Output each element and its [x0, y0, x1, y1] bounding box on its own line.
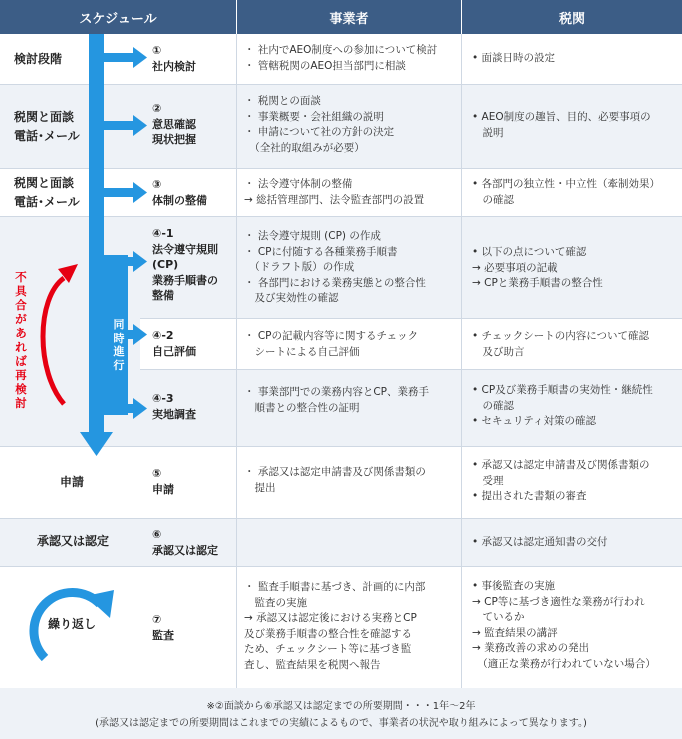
recheck-char: 具 [15, 284, 27, 298]
customs-text-4-3 [472, 383, 653, 430]
step-line: ④-1 [152, 227, 174, 240]
step-line: 体制の整備 [152, 193, 207, 207]
stage-line: 電話･メール [14, 129, 80, 143]
customs-line: 受理 [472, 474, 504, 487]
company-line: ・ 法令遵守規則 (CP) の作成 [244, 230, 381, 242]
customs-line: 及び助言 [472, 345, 525, 358]
company-line: ・ 法令遵守体制の整備 [244, 178, 353, 190]
company-line: ・ 事業部門での業務内容とCP、業務手 [244, 386, 430, 398]
step-line: 承認又は認定 [152, 543, 218, 557]
company-line: ・ 社内でAEO制度への参加について検討 [244, 44, 438, 56]
simultaneous-char: 行 [113, 358, 125, 372]
recheck-char: ば [15, 354, 27, 368]
company-text-5 [244, 465, 426, 496]
company-line: ・ 事業概要・会社組織の説明 [244, 110, 384, 123]
branch-arrow-4-2 [127, 324, 147, 345]
company-line: ・ 申請について社の方針の決定 [244, 126, 395, 138]
stage-label-2 [14, 108, 80, 146]
recheck-char: あ [15, 326, 27, 340]
company-text-7 [244, 580, 425, 673]
customs-line: • 以下の点について確認 [472, 246, 587, 258]
step-7 [152, 612, 174, 643]
simultaneous-char: 同 [113, 318, 125, 331]
customs-line: の確認 [472, 193, 514, 206]
recheck-char: 検 [15, 382, 27, 396]
company-text-4-1 [244, 229, 426, 307]
company-text-1 [244, 43, 437, 74]
company-line: ・ CPに付随する各種業務手順書 [244, 245, 398, 258]
step-line: ③ [152, 178, 162, 191]
footer-note [0, 688, 682, 739]
customs-line: • AEO制度の趣旨、目的、必要事項の [472, 111, 651, 123]
customs-text-7 [472, 579, 656, 672]
company-line: → 総括管理部門、法令監査部門の設置 [244, 193, 425, 206]
customs-text-4-1 [472, 245, 603, 292]
recheck-char: 合 [15, 298, 27, 312]
recheck-char: 不 [15, 270, 27, 284]
header-customs: 税関 [462, 0, 682, 34]
customs-text-2 [472, 110, 651, 141]
branch-arrow-4-3 [127, 398, 147, 419]
branch-arrow-3 [103, 182, 147, 203]
step-line: 法令遵守規則 [152, 242, 218, 256]
step-line: ① [152, 44, 162, 57]
branch-arrow-2 [103, 115, 147, 136]
stage-label-5 [60, 473, 84, 492]
customs-text-6 [472, 535, 608, 551]
simultaneous-label [112, 318, 126, 372]
customs-line: • 提出された書類の審査 [472, 490, 587, 502]
customs-line: • チェックシートの内容について確認 [472, 330, 650, 342]
customs-line: → 業務改善の求めの発出 [472, 642, 590, 654]
customs-line: → CP等に基づき適性な業務が行われ [472, 595, 645, 608]
company-line: （全社的取組みが必要） [244, 141, 365, 154]
step-line: 業務手順書の [152, 273, 218, 287]
company-line: 査し、監査結果を税関へ報告 [244, 658, 381, 671]
step-5 [152, 466, 174, 497]
step-line: ④-3 [152, 392, 174, 405]
repeat-label: 繰り返し [47, 617, 96, 631]
main-flow-arrowhead [80, 432, 113, 456]
main-flow-arrow [89, 34, 104, 434]
company-line: ・ 各部門における業務実態との整合性 [244, 276, 426, 289]
footer-line-2: (承認又は認定までの所要期間はこれまでの実績によるもので、事業者の状況や取り組みによって異なります。) [95, 718, 587, 729]
step-line: ④-2 [152, 329, 174, 342]
customs-text-4-2 [472, 329, 649, 360]
recheck-label [14, 270, 28, 410]
customs-line: （適正な業務が行われていない場合） [472, 657, 656, 670]
step-3 [152, 177, 207, 208]
step-line: ② [152, 102, 162, 115]
step-4-2 [152, 328, 196, 359]
stage-label-6 [37, 532, 109, 551]
customs-line: 説明 [472, 126, 504, 139]
company-line: 及び実効性の確認 [244, 292, 339, 304]
stage-line: 税関と面談 [14, 176, 75, 190]
company-line: ・ 管轄税関のAEO担当部門に相談 [244, 59, 406, 72]
stage-line: 検討段階 [14, 52, 63, 66]
company-line: （ドラフト版）の作成 [244, 261, 355, 273]
company-line: ・ CPの記載内容等に関するチェック [244, 330, 419, 342]
customs-line: → 必要事項の記載 [472, 261, 558, 274]
company-line: → 承認又は認定後における実務とCP [244, 612, 417, 624]
header-company: 事業者 [237, 0, 461, 34]
stage-label-1 [14, 50, 62, 69]
company-line: 及び業務手順書の整合性を確認する [244, 627, 412, 640]
customs-line: → CPと業務手順書の整合性 [472, 277, 603, 289]
recheck-char: が [15, 312, 27, 326]
step-line: 実地調査 [152, 407, 196, 421]
header-schedule: スケジュール [0, 0, 236, 34]
company-line: ・ 監査手順書に基づき、計画的に内部 [244, 581, 426, 593]
company-line: ・ 承認又は認定申請書及び関係書類の [244, 466, 426, 478]
recheck-arrow [43, 278, 64, 404]
customs-line: ているか [472, 611, 525, 623]
step-line: 申請 [152, 482, 174, 496]
step-line: ⑥ [152, 528, 162, 541]
simultaneous-char: 時 [113, 331, 125, 345]
customs-text-3 [472, 177, 660, 208]
recheck-char: 再 [15, 368, 27, 382]
step-line: (CP) [152, 258, 179, 271]
step-line: 現状把握 [152, 133, 196, 146]
company-line: 順書との整合性の証明 [244, 401, 360, 414]
stage-line: 税関と面談 [14, 110, 75, 124]
customs-line: • 事後監査の実施 [472, 580, 556, 592]
customs-line: • 各部門の独立性・中立性（牽制効果） [472, 178, 661, 190]
step-2 [152, 101, 196, 148]
step-line: 意思確認 [152, 117, 196, 131]
stage-line: 承認又は認定 [37, 534, 110, 548]
branch-arrow-4-1 [127, 251, 147, 272]
recheck-char: 討 [15, 396, 27, 410]
company-line: ・ 税関との面談 [244, 95, 321, 107]
company-text-4-3 [244, 385, 429, 416]
stage-line: 電話･メール [14, 195, 80, 209]
step-line: ⑦ [152, 613, 162, 626]
step-1 [152, 43, 196, 74]
step-4-1 [152, 226, 218, 304]
company-line: 監査の実施 [244, 596, 307, 609]
step-6 [152, 527, 218, 558]
company-text-2 [244, 94, 394, 156]
step-line: 自己評価 [152, 344, 196, 358]
step-line: ⑤ [152, 467, 162, 480]
customs-line: • CP及び業務手順書の実効性・継続性 [472, 384, 653, 396]
stage-line: 申請 [60, 475, 85, 489]
customs-line: • 承認又は認定申請書及び関係書類の [472, 459, 650, 471]
step-4-3 [152, 391, 196, 422]
company-text-4-2 [244, 329, 418, 360]
simultaneous-char: 進 [113, 345, 125, 358]
step-line: 整備 [152, 289, 174, 302]
customs-line: • 承認又は認定通知書の交付 [472, 536, 608, 548]
customs-text-1 [472, 51, 555, 67]
customs-line: の確認 [472, 399, 514, 412]
branch-arrow-1 [103, 47, 147, 68]
customs-text-5 [472, 458, 650, 505]
step-line: 監査 [152, 628, 174, 642]
stage-label-3 [14, 174, 80, 212]
customs-line: • 面談日時の設定 [472, 52, 556, 64]
step-line: 社内検討 [152, 59, 196, 73]
company-line: ため、チェックシート等に基づき監 [244, 643, 412, 655]
recheck-char: れ [15, 340, 27, 354]
footer-line-1: ※②面談から⑥承認又は認定までの所要期間・・・1年〜2年 [206, 701, 476, 712]
company-line: シートによる自己評価 [244, 345, 360, 358]
customs-line: → 監査結果の講評 [472, 626, 558, 639]
company-text-3 [244, 177, 424, 208]
customs-line: • セキュリティ対策の確認 [472, 415, 596, 427]
company-line: 提出 [244, 481, 276, 494]
